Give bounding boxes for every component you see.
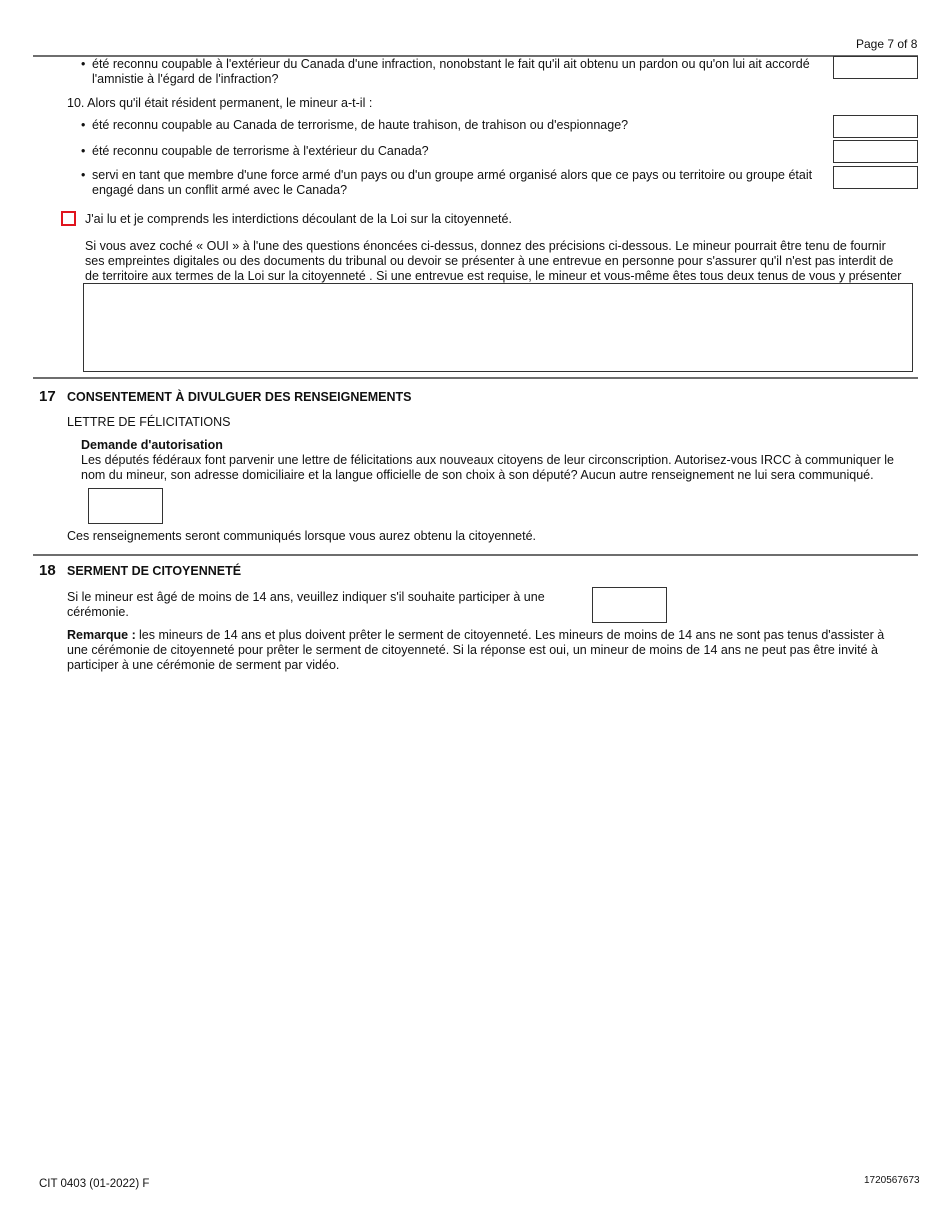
- barcode-number: 1720567673: [864, 1175, 920, 1186]
- section-17-title: CONSENTEMENT À DIVULGUER DES RENSEIGNEMENTS: [67, 390, 412, 404]
- form-code: CIT 0403 (01-2022) F: [39, 1178, 150, 1190]
- q10-title: 10. Alors qu'il était résident permanent, le mineur a-t-il :: [67, 96, 373, 110]
- authorization-request-text: Les députés fédéraux font parvenir une lettre de félicitations aux nouveaux citoyens de leur circonscription. Autorisez-vous IRCC à communiquer le nom du mineur, son adresse domiciliaire et la langue officielle de son choix à son député? Aucun autre renseignement ne lui sera communiqué.: [81, 453, 894, 482]
- section-17-subtitle: LETTRE DE FÉLICITATIONS: [67, 415, 231, 429]
- authorization-request-title: Demande d'autorisation: [81, 438, 223, 452]
- page-number: Page 7 of 8: [856, 37, 918, 51]
- q10-bullet-terrorism-abroad: • été reconnu coupable de terrorisme à l'extérieur du Canada?: [92, 144, 822, 159]
- ceremony-answer-box[interactable]: [592, 587, 667, 623]
- section-17-number: 17: [39, 388, 56, 405]
- note-label: Remarque :: [67, 628, 136, 642]
- note-text: les mineurs de 14 ans et plus doivent prêter le serment de citoyenneté. Les mineurs de moins de 14 ans ne sont pas tenus d'assister à une cérémonie de citoyenneté pour prêter le serment de citoyenneté. Si la réponse est oui, un mineur de moins de 14 ans ne peut pas être invité à participer à une cérémonie de serment par vidéo.: [67, 628, 885, 672]
- q10-terrorism-abroad-answer-box[interactable]: [833, 140, 918, 163]
- section-18-divider: [33, 554, 918, 556]
- details-instructions: Si vous avez coché « OUI » à l'une des questions énoncées ci-dessus, donnez des précisions ci-dessous. Le mineur pourrait être tenu de fournir ses empreintes digitales ou des documents du tribunal ou devoir se présenter à une entrevue en personne pour s'assurer qu'il n'est pas interdit de de territoire aux termes de la Loi sur la citoyenneté . Si une entrevue est requise, le mineur et vous-même êtes tous deux tenus de vous y présenter: [85, 239, 902, 283]
- q10-armed-conflict-answer-box[interactable]: [833, 166, 918, 189]
- details-textarea[interactable]: [83, 283, 913, 372]
- section-18-title: SERMENT DE CITOYENNETÉ: [67, 564, 242, 578]
- q10-bullet-terrorism-canada: • été reconnu coupable au Canada de terrorisme, de haute trahison, de trahison ou d'espionnage?: [92, 118, 822, 133]
- section-17-divider: [33, 377, 918, 379]
- section-17-footer-text: Ces renseignements seront communiqués lorsque vous aurez obtenu la citoyenneté.: [67, 529, 537, 543]
- authorization-answer-box[interactable]: [88, 488, 163, 524]
- section-18-number: 18: [39, 562, 56, 579]
- ceremony-question: Si le mineur est âgé de moins de 14 ans, veuillez indiquer s'il souhaite participer à une cérémonie.: [67, 590, 545, 619]
- declaration-checkbox[interactable]: [61, 211, 76, 226]
- q9-abroad-conviction-answer-box[interactable]: [833, 56, 918, 79]
- q9-bullet-abroad-conviction: • été reconnu coupable à l'extérieur du Canada d'une infraction, nonobstant le fait qu'il ait obtenu un pardon ou qu'on lui ait accordé l'amnistie à l'égard de l'infraction?: [92, 57, 822, 87]
- q10-bullet-armed-conflict: • servi en tant que membre d'une force armé d'un pays ou d'un groupe armé organisé alors que ce pays ou territoire ou groupe était engagé dans un conflit armé avec le Canada?: [92, 168, 814, 198]
- declaration-checkbox-label: J'ai lu et je comprends les interdictions découlant de la Loi sur la citoyenneté.: [85, 212, 512, 226]
- q10-terrorism-canada-answer-box[interactable]: [833, 115, 918, 138]
